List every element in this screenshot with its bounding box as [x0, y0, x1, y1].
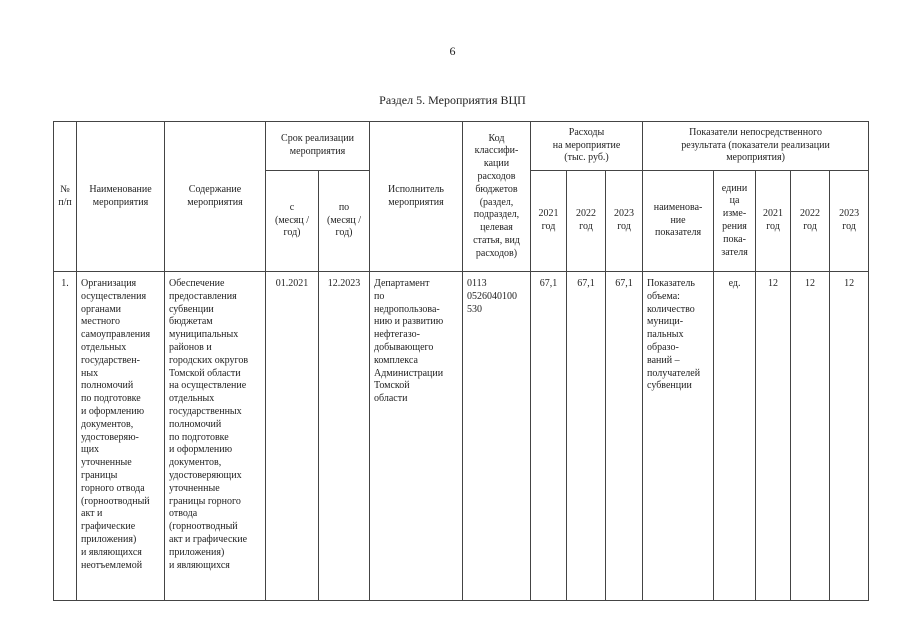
header-code: Код классифи- кации расходов бюджетов (раздел, подраздел, целевая статья, вид расходов)	[463, 122, 531, 272]
page-number: 6	[449, 44, 456, 58]
header-executor: Исполнитель мероприятия	[370, 122, 463, 272]
header-num: № п/п	[54, 122, 77, 272]
cell-num: 1.	[54, 272, 77, 601]
header-exp-2021: 2021 год	[531, 171, 567, 272]
cell-exp-2022: 67,1	[567, 272, 606, 601]
cell-executor: Департамент по недропользова- нию и развитию нефтегазо- добывающего комплекса Администрации Томской области	[370, 272, 463, 601]
header-ind-2022: 2022 год	[791, 171, 830, 272]
cell-code: 0113 0526040100 530	[463, 272, 531, 601]
cell-ind-2023: 12	[830, 272, 869, 601]
cell-ind-name: Показатель объема: количество муници- пальных образо- ваний – получателей субвенции	[643, 272, 714, 601]
cell-content: Обеспечение предоставления субвенции бюджетам муниципальных районов и городских округов Томской области на осуществление отдельных государственных полномочий по подготовке и оформлению документов, удостоверяющих уточненные границы горного отвода (горноотводный акт и графические приложения) и являющихся	[165, 272, 266, 601]
header-period: Срок реализации мероприятия	[266, 122, 370, 171]
cell-exp-2023: 67,1	[606, 272, 643, 601]
header-exp-2023: 2023 год	[606, 171, 643, 272]
cell-name: Организация осуществления органами местного самоуправления отдельных государствен- ных полномочий по подготовке и оформлению документов, удостоверяю- щих уточненные границы горного отвода (горноотводный акт и графические приложения) и являющихся неотъемлемой	[77, 272, 165, 601]
cell-ind-unit: ед.	[714, 272, 756, 601]
header-row-1	[54, 122, 869, 171]
cell-exp-2021: 67,1	[531, 272, 567, 601]
header-content: Содержание мероприятия	[165, 122, 266, 272]
header-period-from: с (месяц / год)	[266, 171, 319, 272]
header-ind-2021: 2021 год	[756, 171, 791, 272]
cell-to: 12.2023	[319, 272, 370, 601]
header-indicators: Показатели непосредственного результата (показатели реализации мероприятия)	[643, 122, 869, 171]
cell-from: 01.2021	[266, 272, 319, 601]
cell-ind-2021: 12	[756, 272, 791, 601]
header-name: Наименование мероприятия	[77, 122, 165, 272]
header-exp-2022: 2022 год	[567, 171, 606, 272]
header-ind-2023: 2023 год	[830, 171, 869, 272]
measures-table	[53, 121, 869, 601]
section-title: Раздел 5. Мероприятия ВЦП	[379, 93, 526, 107]
cell-ind-2022: 12	[791, 272, 830, 601]
header-ind-unit: едини ца изме- рения пока- зателя	[714, 171, 756, 272]
table-row	[54, 272, 869, 601]
header-expenses: Расходы на мероприятие (тыс. руб.)	[531, 122, 643, 171]
header-period-to: по (месяц / год)	[319, 171, 370, 272]
header-ind-name: наименова- ние показателя	[643, 171, 714, 272]
